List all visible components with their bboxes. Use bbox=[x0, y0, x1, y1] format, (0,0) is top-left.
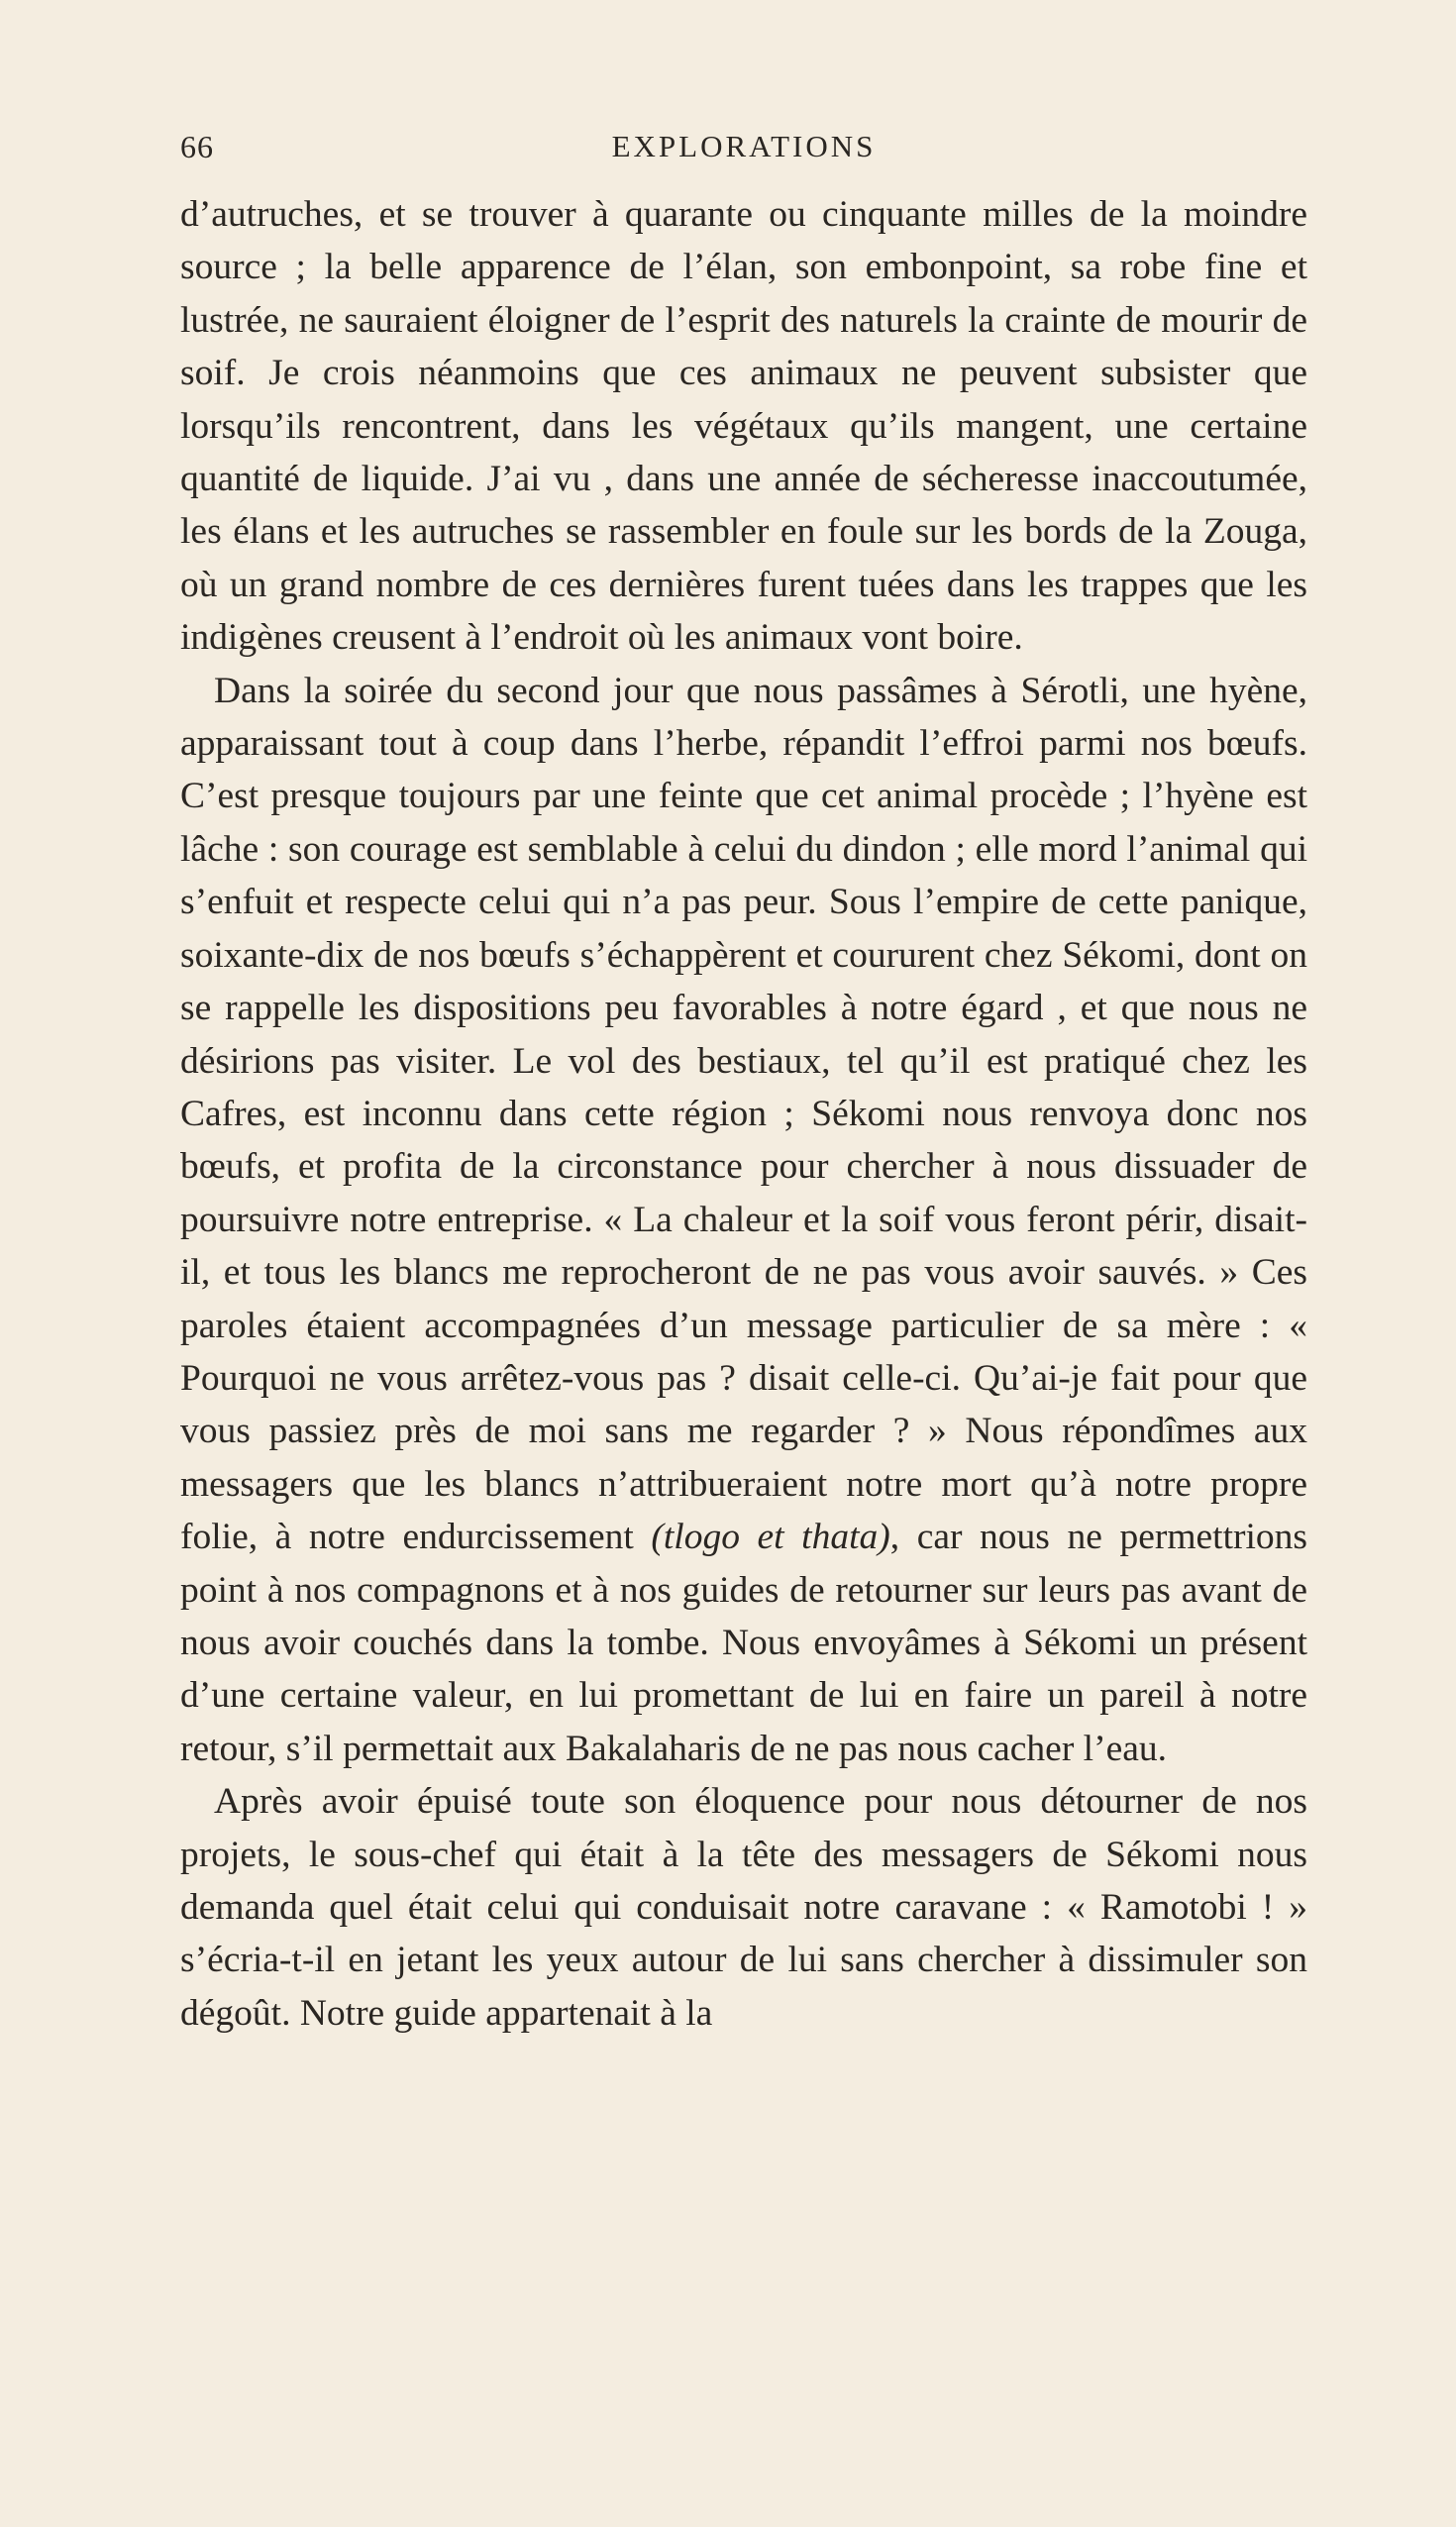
page-header bbox=[180, 129, 1307, 168]
paragraph-2 bbox=[180, 665, 1307, 1776]
page-number: 66 bbox=[180, 129, 214, 164]
body-text bbox=[180, 188, 1307, 2040]
paragraph-2-text-a: Dans la soirée du second jour que nous passâmes à Sérotli, une hyène, apparaissant tout à coup dans l’herbe, répandit l’effroi parmi nos bœufs. C’est presque toujours par une feinte que cet animal procède ; l’hyène est lâche : son courage est semblable à celui du dindon ; elle mord l’animal qui s’enfuit et respecte celui qui n’a pas peur. Sous l’empire de cette panique, soixante-dix de nos bœufs s’échappèrent et coururent chez Sékomi, dont on se rappelle les dispositions peu favorables à notre égard , et que nous ne désirions pas visiter. Le vol des bestiaux, tel qu’il est pratiqué chez les Cafres, est inconnu dans cette région ; Sékomi nous renvoya donc nos bœufs, et profita de la circonstance pour chercher à nous dissuader de poursuivre notre entreprise. « La chaleur et la soif vous feront périr, disait-il, et tous les blancs me reprocheront de ne pas vous avoir sauvés. » Ces paroles étaient accompagnées d’un message particulier de sa mère : « Pourquoi ne vous arrêtez-vous pas ? disait celle-ci. Qu’ai-je fait pour que vous passiez près de moi sans me regarder ? » Nous répondîmes aux messagers que les blancs n’attribueraient notre mort qu’à notre propre folie, à notre endurcissement bbox=[180, 670, 1307, 1558]
running-title: EXPLORATIONS bbox=[611, 129, 877, 163]
paragraph-1: d’autruches, et se trouver à quarante ou cinquante milles de la moindre source ; la belle apparence de l’élan, son embonpoint, sa robe fine et lustrée, ne sauraient éloigner de l’esprit des naturels la crainte de mourir de soif. Je crois néanmoins que ces animaux ne peuvent subsister que lorsqu’ils rencontrent, dans les végétaux qu’ils mangent, une certaine quantité de liquide. J’ai vu , dans une année de sécheresse inaccoutumée, les élans et les autruches se rassembler en foule sur les bords de la Zouga, où un grand nombre de ces dernières furent tuées dans les trappes que les indigènes creusent à l’endroit où les animaux vont boire. bbox=[180, 194, 1307, 659]
paragraph-2-text-b: , car nous ne permettrions point à nos compagnons et à nos guides de retourner sur leurs pas avant de nous avoir couchés dans la tombe. Nous envoyâmes à Sékomi un présent d’une certaine valeur, en lui promettant de lui en faire un pareil à notre retour, s’il permettait aux Bakalaharis de ne pas nous cacher l’eau. bbox=[180, 1517, 1307, 1769]
paragraph-3: Après avoir épuisé toute son éloquence pour nous détourner de nos projets, le sous-chef qui était à la tête des messagers de Sékomi nous demanda quel était celui qui conduisait notre caravane : « Ramotobi ! » s’écria-t-il en jetant les yeux autour de lui sans chercher à dissimuler son dégoût. Notre guide appartenait à la bbox=[180, 1781, 1307, 2034]
italic-phrase: (tlogo et thata) bbox=[651, 1517, 890, 1558]
